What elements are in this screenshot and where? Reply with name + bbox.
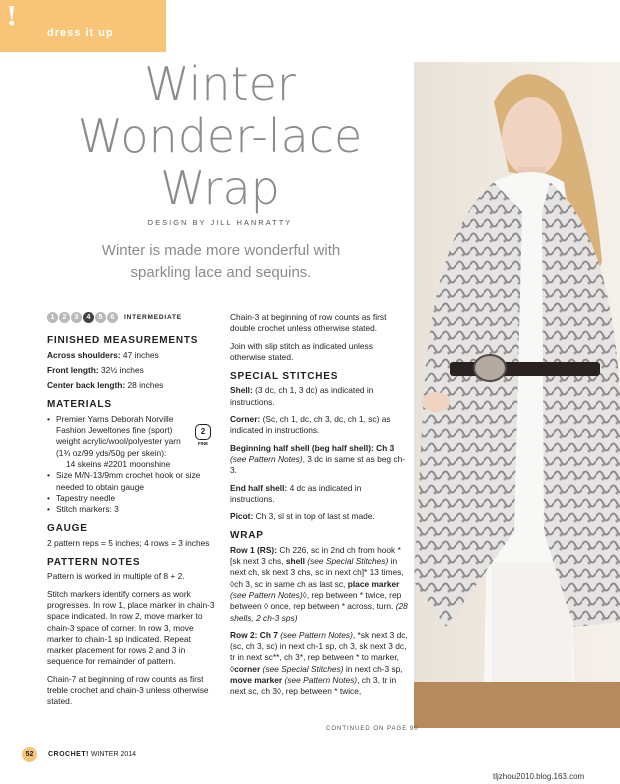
section-label: dress it up (47, 27, 114, 39)
column-middle: Chain-3 at beginning of row counts as first double crochet unless otherwise stated. Join with slip stitch as indicated unless otherwise stated. SPECIAL STITCHES Shell: (3 dc, ch 1, 3 dc) as indicated in instructions. Corner: (Sc, ch 1, dc, ch 3, dc, ch 1, sc) as indicated in instructions. Beginning half shell (beg half shell): Ch 3 (see Pattern Notes), 3 dc in same st as beg ch-3. End half shell: 4 dc as indicated in instructions. Picot: Ch 3, sl st in top of last st made. WRAP Row 1 (RS): Ch 226, sc in 2nd ch from hook *[sk next 3 chs, shell (see Special Stitches) in next ch, sk next 3 chs, sc in next ch]* 13 times, ◊ch 3, sc in same ch as last sc, place marker (see Pattern Notes)◊, rep between * twice, rep between ◊ once, rep between * across, turn. (28 shells, 2 ch-3 sps) Row 2: Ch 7 (see Pattern Notes), *sk next 3 dc, (sc, ch 3, sc) in next ch-1 sp, ch 3, sk next 3 dc, tr in next sc**, ch 3*, rep between * to marker, ◊corner (see Special Stitches) in next ch-3 sp, move marker (see Pattern Notes), ch 3, tr in next sc, ch 3◊, rep between * twice, (230, 312, 408, 697)
back-value: 28 inches (125, 380, 164, 391)
title-line: Winter (144, 57, 296, 111)
note-paragraph: Stitch markers identify corners as work progresses. In row 1, place marker in chain-3 space indicated. In row 2, move marker to chain-3 space of corner. In row 3, move marker to chain-1 sp indicated. Repeat marker placement for rows 2 and 3 in sequence for remainder of pattern. (47, 588, 215, 667)
note-paragraph: Chain-7 at beginning of row counts as first treble crochet and chain-3 unless otherwise stated. (47, 673, 209, 707)
section-tab (0, 0, 166, 52)
front-label: Front length: (47, 364, 99, 375)
note-paragraph: Join with slip stitch as indicated unless otherwise stated. (230, 340, 373, 362)
tagline-line: sparkling lace and sequins. (130, 264, 312, 281)
row-1-instructions: Row 1 (RS): Ch 226, sc in 2nd ch from hook *[sk next 3 chs, shell (see Special Stitches) in next ch, sk next 3 chs, sc in next ch]* 13 times, ◊ch 3, sc in same ch as last sc, place marker (see Pattern Notes)◊, rep between * twice, rep between ◊ once, rep between * across, turn. (28 shells, 2 ch-3 sps) (230, 544, 408, 623)
materials-list (47, 414, 217, 516)
exclamation-icon: ! (6, 2, 18, 32)
tagline-line: Winter is made more wonderful with (101, 242, 341, 259)
skill-level (47, 312, 217, 323)
model-photo (414, 62, 620, 728)
magazine-name: CROCHET! (48, 751, 89, 758)
designer-credit: DESIGN BY JILL HANRATTY (147, 218, 293, 227)
skill-dot-active: 4 (83, 312, 94, 323)
note-paragraph: Pattern is worked in multiple of 8 + 2. (47, 571, 185, 582)
gauge-text: 2 pattern reps = 5 inches; 4 rows = 3 inches (47, 537, 210, 548)
skill-dot: 1 (47, 312, 58, 323)
shoulders-label: Across shoulders: (47, 349, 121, 360)
tagline (66, 240, 376, 284)
list-item: • Tapestry needle (47, 493, 217, 504)
beg-half-shell-label: Beginning half shell (beg half shell): Ch 3 (230, 442, 395, 453)
wrap-heading: WRAP (230, 530, 264, 542)
yarn-weight-icon: 2 (195, 424, 211, 440)
front-value: 32½ inches (98, 364, 144, 375)
title-line: Wonder-lace (77, 109, 363, 163)
title-line: Wrap (160, 161, 280, 215)
list-item: • Size M/N-13/9mm crochet hook or size needed to obtain gauge (47, 470, 207, 493)
list-item: • Stitch markers: 3 (47, 504, 217, 515)
magazine-footer (48, 751, 136, 758)
picot-label: Picot: (230, 511, 254, 522)
skill-label: INTERMEDIATE (124, 314, 182, 321)
yarn-weight-label: FINE (197, 441, 209, 446)
skill-dot: 5 (95, 312, 106, 323)
page-number: 52 (22, 747, 37, 762)
skill-dot: 3 (71, 312, 82, 323)
continued-note: CONTINUED ON PAGE 90 (326, 726, 419, 732)
back-label: Center back length: (47, 380, 126, 391)
special-stitches-heading: SPECIAL STITCHES (230, 371, 339, 383)
skein-line: 14 skeins #2201 moonshine (66, 458, 171, 469)
list-item: • Premier Yarns Deborah Norville Fashion Jeweltones fine (sport) weight acrylic/wool/polyester yarn (1¾ oz/99 yds/50g per skein): 14 skeins #2201 moonshine (47, 414, 192, 470)
column-left (47, 312, 217, 714)
page-title (40, 58, 400, 214)
note-paragraph: Chain-3 at beginning of row counts as first double crochet unless otherwise stated. (230, 312, 387, 334)
shoulders-value: 47 inches (120, 349, 159, 360)
skill-dot: 6 (107, 312, 118, 323)
watermark: tljzhou2010.blog.163.com (493, 772, 585, 781)
gauge-heading: GAUGE (47, 523, 88, 535)
pattern-notes-heading: PATTERN NOTES (47, 557, 141, 569)
model-photo-illustration (414, 62, 620, 728)
shell-label: Shell: (230, 385, 253, 396)
materials-heading: MATERIALS (47, 399, 112, 411)
end-half-shell-label: End half shell: (230, 482, 288, 493)
corner-label: Corner: (230, 414, 261, 425)
issue-label: WINTER 2014 (88, 751, 137, 758)
finished-heading: FINISHED MEASUREMENTS (47, 335, 199, 347)
row-2-instructions: Row 2: Ch 7 (see Pattern Notes), *sk next 3 dc, (sc, ch 3, sc) in next ch-1 sp, ch 3, sk next 3 dc, tr in next sc**, ch 3*, rep between * to marker, ◊corner (see Special Stitches) in next ch-3 sp, move marker (see Pattern Notes), ch 3, tr in next sc, ch 3◊, rep between * twice, (230, 629, 408, 697)
skill-dot: 2 (59, 312, 70, 323)
